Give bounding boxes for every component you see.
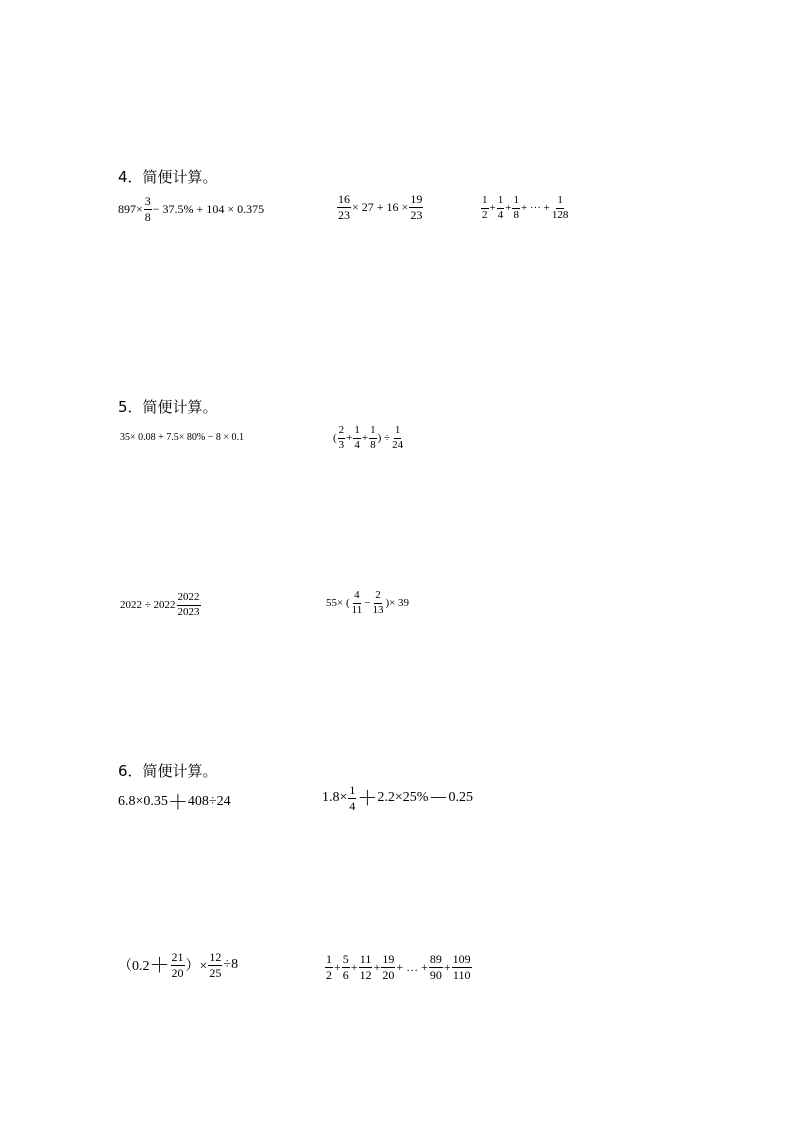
expr-text: ( (333, 432, 337, 445)
fraction: $\frac{2}{3}$ (338, 424, 345, 451)
fraction: $\frac{1}{8}$ (513, 194, 519, 221)
expr-text: ）× (185, 959, 208, 975)
expr-text: 897× (118, 201, 143, 216)
fraction: $\frac{1}{4}$ (349, 783, 356, 813)
expr-text: + (505, 202, 512, 215)
fraction: $\frac{11}{12}$ (359, 952, 372, 982)
fraction: $\frac{1}{24}$ (392, 424, 404, 451)
expr-text: + (373, 959, 381, 974)
expr-text: 2022 ÷ 2022 (120, 599, 176, 612)
expr-text: 55× ( (326, 597, 350, 610)
fraction: $\frac{21}{20}$ (171, 950, 184, 980)
expr-text: 408÷24 (187, 794, 231, 809)
fraction: $\frac{1}{8}$ (370, 424, 376, 451)
expr-text: ÷8 (223, 957, 239, 973)
fraction: $\frac{19}{23}$ (410, 192, 423, 222)
expr-text: 0.25 (448, 790, 473, 806)
fraction: $\frac{16}{23}$ (338, 192, 350, 222)
problem-4-2 (336, 193, 424, 221)
problem-6-1 (118, 792, 231, 812)
problem-5-4 (326, 590, 409, 616)
problem-5-3 (120, 592, 202, 618)
minus-sign: － (428, 786, 449, 811)
plus-sign: ＋ (167, 790, 188, 814)
problem-5-2 (333, 425, 405, 451)
problem-6-3 (118, 951, 238, 979)
section-4-heading: 4．简便计算。 (118, 168, 218, 186)
expr-text: + (350, 959, 358, 974)
expr-text: ) ÷ (377, 432, 391, 445)
expr-text: 1.8× (322, 790, 348, 806)
fraction: $\frac{1}{2}$ (482, 194, 488, 221)
expr-text: − (364, 597, 371, 610)
problem-4-3 (480, 195, 570, 221)
expr-text: + ··· + (520, 202, 550, 215)
expr-text: + (334, 959, 341, 974)
fraction: $\frac{1}{4}$ (497, 194, 504, 221)
fraction: $\frac{4}{11}$ (351, 589, 363, 616)
expr-text: （0.2 (118, 959, 150, 975)
problem-6-2 (322, 784, 473, 812)
expr-text: + (443, 959, 451, 974)
expr-text: + (489, 202, 496, 215)
fraction: $\frac{3}{8}$ (144, 194, 151, 224)
section-5-heading: 5．简便计算。 (118, 398, 218, 416)
expr-text: 35× 0.08 + 7.5× 80% − 8 × 0.1 (120, 432, 245, 443)
problem-6-4 (324, 953, 473, 981)
fraction: $\frac{2}{13}$ (372, 589, 384, 616)
expr-text: − 37.5% + 104 × 0.375 (152, 201, 265, 216)
fraction: $\frac{1}{2}$ (326, 952, 332, 982)
fraction: $\frac{1}{128}$ (551, 194, 569, 221)
fraction: $\frac{1}{4}$ (354, 424, 360, 451)
fraction: $\frac{89}{90}$ (429, 952, 442, 982)
expr-text: × 27 + 16 × (352, 199, 409, 214)
plus-sign: ＋ (149, 953, 170, 978)
expr-text: + (346, 432, 353, 445)
fraction: $\frac{109}{110}$ (452, 952, 471, 982)
expr-text: 2.2×25% (377, 790, 429, 806)
section-6-heading: 6．简便计算。 (118, 762, 218, 780)
expr-text: )× 39 (385, 597, 410, 610)
fraction: $\frac{19}{20}$ (382, 952, 395, 982)
expr-text: 6.8×0.35 (118, 794, 168, 809)
expr-text: + (361, 432, 369, 445)
problem-4-1 (118, 195, 264, 223)
plus-sign: ＋ (357, 786, 378, 811)
problem-5-1 (120, 432, 244, 443)
fraction: $\frac{5}{6}$ (342, 952, 349, 982)
expr-text: + … + (396, 959, 428, 974)
fraction: $\frac{12}{25}$ (209, 950, 222, 980)
fraction: $\frac{2022}{2023}$ (177, 591, 200, 618)
